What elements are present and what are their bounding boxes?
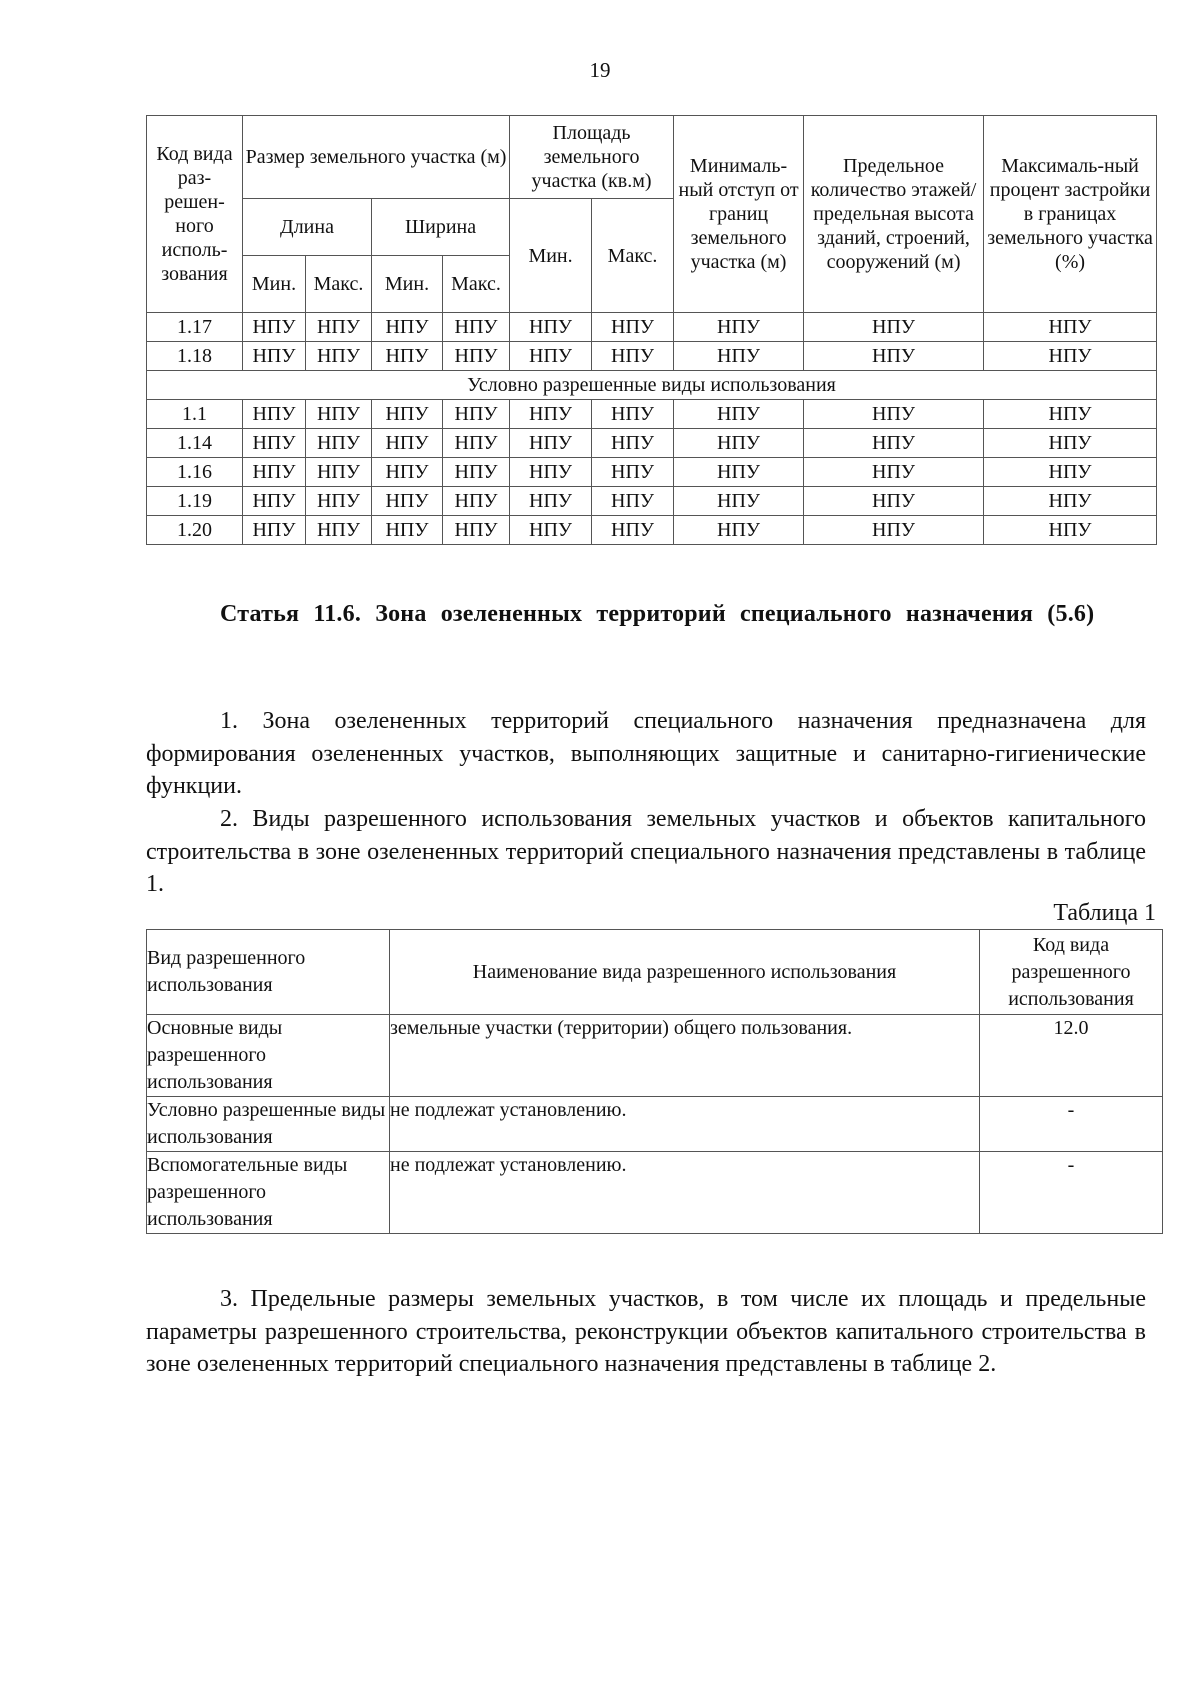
row-code: 1.16 bbox=[147, 458, 243, 487]
table-row bbox=[147, 400, 1157, 429]
paragraph-1: 1. Зона озелененных территорий специального назначения предназначена для формирования озелененных участков, выполняющих защитные и санитарно-гигиенические функции. bbox=[146, 708, 1146, 799]
table-cell: НПУ bbox=[306, 313, 372, 342]
header-setback: Минималь-ный отступ от границ земельного участка (м) bbox=[674, 116, 804, 313]
table-row bbox=[147, 1097, 1163, 1152]
table-cell: НПУ bbox=[243, 342, 306, 371]
table-cell: НПУ bbox=[984, 400, 1157, 429]
row-name: не подлежат установлению. bbox=[390, 1152, 980, 1234]
table-cell: НПУ bbox=[804, 342, 984, 371]
table-cell: НПУ bbox=[674, 429, 804, 458]
table-cell: НПУ bbox=[592, 458, 674, 487]
row-code: 1.20 bbox=[147, 516, 243, 545]
table-cell: НПУ bbox=[443, 516, 510, 545]
table-cell: НПУ bbox=[372, 516, 443, 545]
row-name: не подлежат установлению. bbox=[390, 1097, 980, 1152]
table-cell: НПУ bbox=[372, 313, 443, 342]
table-cell: НПУ bbox=[306, 400, 372, 429]
header-width-min: Мин. bbox=[372, 256, 443, 313]
table-cell: НПУ bbox=[243, 429, 306, 458]
table-cell: НПУ bbox=[510, 516, 592, 545]
table-row bbox=[147, 487, 1157, 516]
table-cell: НПУ bbox=[804, 313, 984, 342]
table-cell: НПУ bbox=[372, 400, 443, 429]
use-types-rows bbox=[147, 1015, 1163, 1234]
header-area-min: Мин. bbox=[510, 199, 592, 313]
row-code: 1.18 bbox=[147, 342, 243, 371]
table-cell: НПУ bbox=[306, 487, 372, 516]
header-use-code: Код вида разрешенного использования bbox=[980, 930, 1163, 1015]
table-cell: НПУ bbox=[592, 516, 674, 545]
table-cell: НПУ bbox=[674, 516, 804, 545]
table-cell: НПУ bbox=[510, 400, 592, 429]
table-cell: НПУ bbox=[306, 458, 372, 487]
header-area-max: Макс. bbox=[592, 199, 674, 313]
table-cell: НПУ bbox=[443, 400, 510, 429]
table-cell: НПУ bbox=[510, 313, 592, 342]
table-cell: НПУ bbox=[984, 516, 1157, 545]
header-type: Вид разрешенного использования bbox=[147, 930, 390, 1015]
table-cell: НПУ bbox=[510, 458, 592, 487]
header-length: Длина bbox=[243, 199, 372, 256]
table-cell: НПУ bbox=[674, 487, 804, 516]
row-name: земельные участки (территории) общего пользования. bbox=[390, 1015, 980, 1097]
table-cell: НПУ bbox=[510, 429, 592, 458]
table-row bbox=[147, 1152, 1163, 1234]
table-cell: НПУ bbox=[243, 516, 306, 545]
header-code: Код вида раз-решен-ного исполь-зования bbox=[147, 116, 243, 313]
table-cell: НПУ bbox=[372, 458, 443, 487]
table-cell: НПУ bbox=[984, 342, 1157, 371]
table-cell: НПУ bbox=[372, 429, 443, 458]
header-coverage: Максималь-ный процент застройки в границах земельного участка (%) bbox=[984, 116, 1157, 313]
table-row bbox=[147, 313, 1157, 342]
section-title: Условно разрешенные виды использования bbox=[147, 371, 1157, 400]
table-row bbox=[147, 458, 1157, 487]
table-cell: НПУ bbox=[372, 342, 443, 371]
table-cell: НПУ bbox=[804, 487, 984, 516]
table-cell: НПУ bbox=[306, 429, 372, 458]
table-cell: НПУ bbox=[804, 429, 984, 458]
table-row bbox=[147, 516, 1157, 545]
table-cell: НПУ bbox=[443, 487, 510, 516]
use-types-table bbox=[146, 929, 1163, 1234]
table-cell: НПУ bbox=[592, 487, 674, 516]
table-cell: НПУ bbox=[306, 516, 372, 545]
table-cell: НПУ bbox=[674, 400, 804, 429]
table-row bbox=[147, 1015, 1163, 1097]
table-label: Таблица 1 bbox=[1053, 900, 1156, 926]
paragraph-2: 2. Виды разрешенного использования земельных участков и объектов капитального строительства в зоне озелененных территорий специального назначения представлены в таблице 1. bbox=[146, 806, 1146, 897]
row-code: 1.14 bbox=[147, 429, 243, 458]
table-cell: НПУ bbox=[243, 400, 306, 429]
header-width: Ширина bbox=[372, 199, 510, 256]
table-cell: НПУ bbox=[510, 487, 592, 516]
table-cell: НПУ bbox=[804, 400, 984, 429]
table-cell: НПУ bbox=[674, 313, 804, 342]
table-cell: НПУ bbox=[243, 487, 306, 516]
table-cell: НПУ bbox=[984, 313, 1157, 342]
table-cell: НПУ bbox=[674, 458, 804, 487]
row-code: 1.17 bbox=[147, 313, 243, 342]
table-cell: НПУ bbox=[243, 313, 306, 342]
row-type: Вспомогательные виды разрешенного использования bbox=[147, 1152, 390, 1234]
table-cell: НПУ bbox=[443, 429, 510, 458]
row-code: 1.1 bbox=[147, 400, 243, 429]
table-cell: НПУ bbox=[510, 342, 592, 371]
row-use-code: 12.0 bbox=[980, 1015, 1163, 1097]
header-length-min: Мин. bbox=[243, 256, 306, 313]
header-width-max: Макс. bbox=[443, 256, 510, 313]
table-cell: НПУ bbox=[592, 429, 674, 458]
paragraph-3: 3. Предельные размеры земельных участков, в том числе их площадь и предельные параметры разрешенного строительства, реконструкции объектов капитального строительства в зоне озелененных территорий специального назначения представлены в таблице 2. bbox=[146, 1286, 1146, 1377]
header-length-max: Макс. bbox=[306, 256, 372, 313]
table-cell: НПУ bbox=[592, 313, 674, 342]
section-row bbox=[147, 371, 1157, 400]
table-cell: НПУ bbox=[804, 516, 984, 545]
table-cell: НПУ bbox=[306, 342, 372, 371]
conditional-rows bbox=[147, 400, 1157, 545]
main-rows bbox=[147, 313, 1157, 371]
article-heading: Статья 11.6. Зона озелененных территорий специального назначения (5.6) bbox=[220, 601, 1095, 627]
table-row bbox=[147, 342, 1157, 371]
table-cell: НПУ bbox=[804, 458, 984, 487]
table-cell: НПУ bbox=[984, 429, 1157, 458]
table-cell: НПУ bbox=[243, 458, 306, 487]
table-cell: НПУ bbox=[984, 487, 1157, 516]
table-cell: НПУ bbox=[443, 458, 510, 487]
table-row bbox=[147, 429, 1157, 458]
page-number: 19 bbox=[589, 58, 611, 82]
row-type: Условно разрешенные виды использования bbox=[147, 1097, 390, 1152]
header-name: Наименование вида разрешенного использования bbox=[390, 930, 980, 1015]
row-code: 1.19 bbox=[147, 487, 243, 516]
table-cell: НПУ bbox=[372, 487, 443, 516]
header-area: Площадь земельного участка (кв.м) bbox=[510, 116, 674, 199]
row-type: Основные виды разрешенного использования bbox=[147, 1015, 390, 1097]
row-use-code: - bbox=[980, 1152, 1163, 1234]
table-cell: НПУ bbox=[443, 313, 510, 342]
header-size: Размер земельного участка (м) bbox=[243, 116, 510, 199]
header-floors: Предельное количество этажей/ предельная высота зданий, строений, сооружений (м) bbox=[804, 116, 984, 313]
row-use-code: - bbox=[980, 1097, 1163, 1152]
table-cell: НПУ bbox=[674, 342, 804, 371]
parameters-table bbox=[146, 115, 1157, 545]
table-cell: НПУ bbox=[984, 458, 1157, 487]
table-cell: НПУ bbox=[592, 400, 674, 429]
table-cell: НПУ bbox=[592, 342, 674, 371]
table-cell: НПУ bbox=[443, 342, 510, 371]
